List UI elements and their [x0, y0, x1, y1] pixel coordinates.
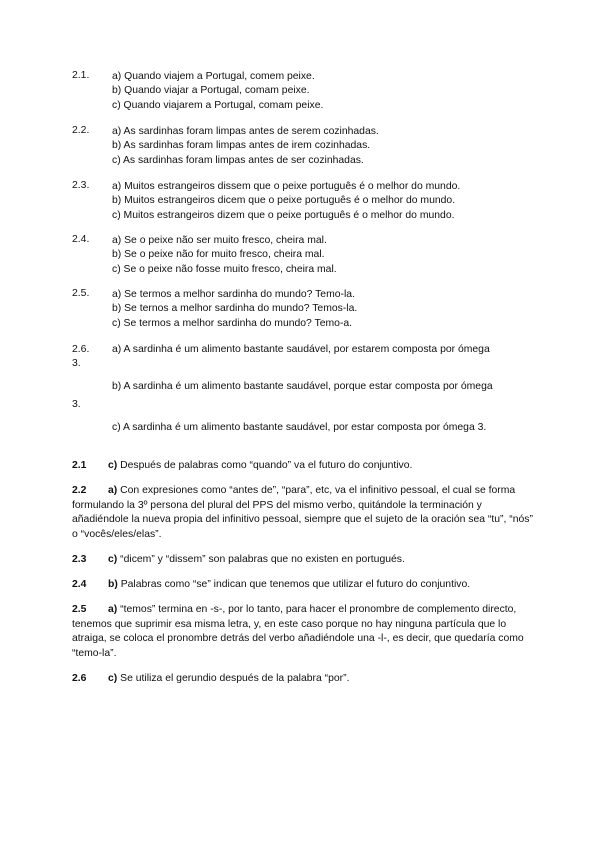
question-number: 2.5. [72, 288, 90, 299]
option-c: c) Muitos estrangeiros dizem que o peixe português é o melhor do mundo. [112, 209, 455, 221]
option-b: b) Se o peixe não for muito fresco, cheira mal. [112, 249, 325, 261]
answer-text: “temos” termina en -s-, por lo tanto, para hacer el pronombre de complemento directo, tenemos que suprimir esa misma letra, y, en este caso porque no hay ninguna partícula que lo atraiga, se coloca el pronombre detrás del verbo añadiéndole una -l-, es decir, que quedaría como “temo-la”. [72, 604, 524, 659]
answer-2-5 [72, 603, 534, 661]
answer-2-3 [72, 553, 534, 568]
answer-2-6 [72, 672, 534, 687]
option-b-continued: 3. [72, 399, 81, 411]
option-a: a) Muitos estrangeiros dissem que o peixe português é o melhor do mundo. [112, 181, 461, 192]
option-b: b) Quando viajar a Portugal, comam peixe. [112, 85, 310, 97]
option-c: c) Se termos a melhor sardinha do mundo? Temo-a. [112, 317, 353, 329]
answer-text: Se utiliza el gerundio después de la palabra “por”. [120, 673, 350, 684]
answer-number: 2.5 [72, 604, 87, 615]
question-2-2 [72, 125, 532, 168]
question-number: 2.4. [72, 234, 90, 245]
answer-letter: c) [108, 460, 118, 471]
question-2-6 [72, 343, 532, 435]
answer-text: Después de palabras como “quando” va el futuro do conjuntivo. [120, 460, 413, 471]
question-number: 2.3. [72, 180, 90, 191]
option-a: a) Quando viajem a Portugal, comem peixe. [112, 71, 315, 82]
option-b: b) A sardinha é um alimento bastante saudável, porque estar composta por ómega [112, 380, 493, 392]
answer-letter: c) [108, 673, 118, 684]
option-b: b) As sardinhas foram limpas antes de irem cozinhadas. [112, 140, 371, 152]
answer-number: 2.2 [72, 485, 87, 496]
question-number: 2.6. [72, 344, 90, 355]
option-c: c) Se o peixe não fosse muito fresco, cheira mal. [112, 263, 337, 275]
question-number: 2.1. [72, 70, 90, 81]
question-2-4 [72, 234, 532, 277]
option-c: c) As sardinhas foram limpas antes de ser cozinhadas. [112, 154, 364, 166]
question-2-5 [72, 288, 532, 331]
answer-text: Con expresiones como “antes de”, “para”, etc, va el infinitivo pessoal, el cual se forma formulando la 3º persona del plural del PPS del mismo verbo, quitándole la terminación y añadiéndole la nueva propia del infinitivo pessoal, siempre que el sujeto de la oración sea “tu”, “nós” o “vocês/eles/elas”. [72, 485, 533, 540]
answer-letter: a) [108, 485, 118, 496]
option-b: b) Se ternos a melhor sardinha do mundo? Temos-la. [112, 303, 358, 315]
answer-letter: c) [108, 554, 118, 565]
option-c: c) A sardinha é um alimento bastante saudável, por estar composta por ómega 3. [112, 421, 487, 433]
option-a: a) A sardinha é um alimento bastante saudável, por estarem composta por ómega [112, 344, 490, 355]
answer-text: Palabras como “se” indican que tenemos que utilizar el futuro do conjuntivo. [120, 579, 471, 590]
question-number: 2.2. [72, 125, 90, 136]
option-b: b) Muitos estrangeiros dicem que o peixe português é o melhor do mundo. [112, 195, 456, 207]
answer-2-2 [72, 484, 534, 542]
answer-letter: a) [108, 604, 118, 615]
answer-number: 2.4 [72, 579, 87, 590]
answer-number: 2.6 [72, 673, 87, 684]
answer-2-4 [72, 578, 534, 593]
option-a-continued: 3. [72, 358, 81, 370]
answer-text: “dicem” y “dissem” son palabras que no existen en portugués. [120, 554, 405, 565]
answer-2-1 [72, 459, 534, 474]
question-2-3 [72, 180, 532, 223]
answer-letter: b) [108, 579, 118, 590]
question-2-1 [72, 70, 532, 113]
answer-number: 2.3 [72, 554, 87, 565]
option-a: a) Se termos a melhor sardinha do mundo? Temo-la. [112, 289, 355, 300]
answer-number: 2.1 [72, 460, 87, 471]
option-a: a) As sardinhas foram limpas antes de serem cozinhadas. [112, 126, 379, 137]
option-c: c) Quando viajarem a Portugal, comam peixe. [112, 99, 324, 111]
option-a: a) Se o peixe não ser muito fresco, cheira mal. [112, 235, 327, 246]
